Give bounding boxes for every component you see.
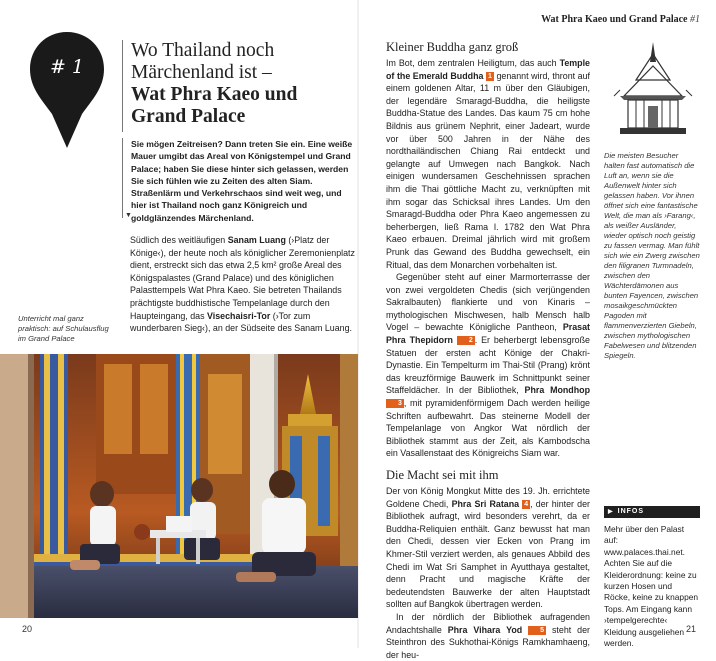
text-part: , mit pyramidenförmigem Dach werden heilige Schriften aufbewahrt. Das steinerne Modell der Tempelanlage von Angkor Wat nördlich der Bibliothek stammt aus der Zeit, als Kambodscha ein Vasallenstaat des Königreichs Siam war.	[386, 398, 590, 459]
paragraph-pantheon	[386, 271, 590, 460]
heading-macht: Die Macht sei mit ihm	[386, 468, 499, 482]
title-line-2: Märchenland ist –	[131, 62, 272, 83]
body-text-left	[130, 234, 356, 335]
play-icon: ▶	[608, 509, 614, 515]
text-part: Gegenüber steht auf einer Marmorterrasse der von zwei vergoldeten Chedis (sich verjüngenden Sakralbauten) flankierte und von Kinaris – mythologischen Mischwesen, halb Mensch halb Vogel – bewachte Königliche Pantheon,	[386, 272, 590, 333]
map-marker-2: 2	[457, 336, 475, 345]
title-line-4: Grand Palace	[131, 106, 246, 127]
place-emerald-buddha: Temple of the Emerald Buddha	[386, 58, 590, 81]
text-part: , der hinter der Bibliothek aufragt, wird besonders verehrt, da er Buddha-Reliquien enthält. Ganz bewusst hat man den Chedi, dessen vier Ecken von Prang im Khmer-Stil verziert werden, als genaues Abbild des Chedi im Wat Sri Samphet in Ayutthaya gestaltet, denn Pracht und magische Kräfte der bedeutendsten Bauwerke der alten Hauptstadt sollten auf Bangkok übertragen werden.	[386, 498, 591, 610]
intro-block	[122, 138, 354, 223]
infos-header	[604, 506, 700, 518]
place-visechaisri-tor: Visechaisri-Tor	[206, 310, 271, 321]
side-caption: Die meisten Besucher halten fast automatisch die Luft an, wenn sie die Außenwelt hinter sich gelassen haben. Vor ihnen öffnet sich eine fantastische Welt, die man als ›Farang‹, als weißer Ausländer, wieder optisch noch geistig zu fassen vermag. Man fühlt sich wie ein Zwerg zwischen den filigranen Turmnadeln, zwischen den Wächterdämonen aus bunten Fayencen, zwischen mosaikgeschmückten Pagoden mit flammenverzierten Giebeln, zwischen mythologischen Fabelwesen und blitzenden Spiegeln.	[604, 151, 700, 360]
title-line-3: Wat Phra Kaeo und	[131, 84, 298, 105]
infos-text: Mehr über den Palast auf: www.palaces.thai.net. Achten Sie auf die Kleiderordnung: keine zu kurzen Hosen und Röcke, keine zu knappen Tops. Am Eingang kann ›tempelgerechte‹ Kleidung ausgeliehen werden.	[604, 524, 699, 649]
title-line-1: Wo Thailand noch	[131, 40, 275, 61]
map-marker-3: 3	[386, 399, 404, 408]
temple-illustration-icon	[610, 40, 696, 138]
chapter-title	[122, 40, 354, 132]
main-column	[386, 40, 590, 661]
text-part: In der nördlich der Bibliothek aufragenden Andachtshalle	[386, 611, 590, 635]
body-text-part: (›Tor zum wunderbaren Sieg‹), an der Südseite des Sanam Luang.	[130, 310, 353, 334]
place-phra-vihara-yod: Phra Vihara Yod	[447, 624, 523, 635]
map-marker-5: 5	[528, 626, 546, 635]
side-column	[604, 40, 700, 361]
text-part: steht der Steinthron des Sukhothai-Königs Ramkhamhaeng, der heu-	[386, 624, 590, 660]
chapter-pin	[28, 30, 106, 150]
text-part: Der von König Mongkut Mitte des 19. Jh. errichtete Goldene Chedi,	[386, 486, 590, 509]
paragraph-golden-chedi	[386, 485, 590, 611]
body-text-part: Südlich des weitläufigen	[130, 235, 228, 245]
heading-kleiner-buddha: Kleiner Buddha ganz groß	[386, 40, 519, 54]
paragraph-vihara-yod	[386, 611, 590, 661]
photo-caption: Unterricht mal ganz praktisch: auf Schulausflug im Grand Palace	[18, 314, 109, 343]
map-marker-4: 4	[524, 500, 529, 508]
running-head-number: #1	[690, 14, 700, 25]
chapter-number: # 1	[49, 56, 85, 78]
paragraph-emerald-buddha	[386, 57, 590, 271]
school-trip-photo	[0, 354, 358, 618]
intro-text: Sie mögen Zeitreisen? Dann treten Sie ein. Eine weiße Mauer umgibt das Areal von Königstempel und Grand Palace; haben Sie diese hinter sich gelassen, werden Sie sich fühlen wie zu Zeiten des alten Siam. Straßenlärm und Verkehrschaos sind weit weg, und hier ist Thailand noch ganz Königreich und goldglänzendes Märchenland.	[131, 139, 353, 223]
text-part: . Er beherbergt lebensgroße Statuen der ersten acht Könige der Chakri-Dynastie. Ein Tempelturm im Thai-Stil (Prang) krönt das kreuzförmige Bauwerk im Schnittpunkt seiner Staffeldächer. In der Bibliothek,	[386, 335, 590, 396]
text-part: genannt wird, thront auf einem goldenen Altar, 11 m über den Gläubigen, der legendäre Smaragd-Buddha, die heiligste Buddha-Statue des Landes. Das kaum 75 cm hohe Bildnis aus grünem Nephrit, einer Jadeart, wurde vor über 500 Jahren in der Nähe des nordthailändischen Chiang Rai entdeckt und gelangte auf Umwegen nach Bangkok. Nach einigen wundersamen Geschehnissen sprachen ihm die Thai göttliche Macht zu, verknüpften mit ihm sogar das Schicksal ihres Landes. Um den Smaragd-Buddha oder Phra Kaeo angemessen zu beherbergen, ließ Rama I. 1782 den Wat Phra Kaeo erbauen. Dreimal jährlich wird mit großem Prunk das Gewand des Buddha gewechselt, ein Ritual, das dem Monarchen vorbehalten ist.	[386, 70, 591, 270]
running-head	[541, 14, 700, 25]
place-prasat-phra-thepidorn: Prasat Phra Thepidorn	[386, 322, 590, 346]
place-phra-sri-ratana: Phra Sri Ratana	[451, 498, 520, 509]
running-head-title: Wat Phra Kaeo und Grand Palace	[541, 14, 688, 25]
place-sanam-luang: Sanam Luang	[227, 235, 286, 245]
body-text-part: (›Platz der Könige‹), der heute noch als königlicher Zeremonienplatz dient, erstreckt sich das etwa 2,5 km² große Areal des Königspalastes (Grand Palace) und des königlichen Palasttempels Wat Phra Kaeo. Sie betreten Thailands prächtigste buddhistische Tempelanlage durch den Haupteingang, das	[130, 235, 355, 321]
place-phra-mondhop: Phra Mondhop	[524, 385, 590, 396]
infos-label: INFOS	[617, 508, 645, 515]
arrow-down-icon: ▼	[125, 212, 132, 219]
page-number-right: 21	[686, 624, 697, 634]
text-part: Im Bot, dem zentralen Heiligtum, das auch	[386, 58, 560, 68]
map-marker-1: 1	[488, 72, 492, 80]
page-number-left: 20	[22, 624, 33, 634]
